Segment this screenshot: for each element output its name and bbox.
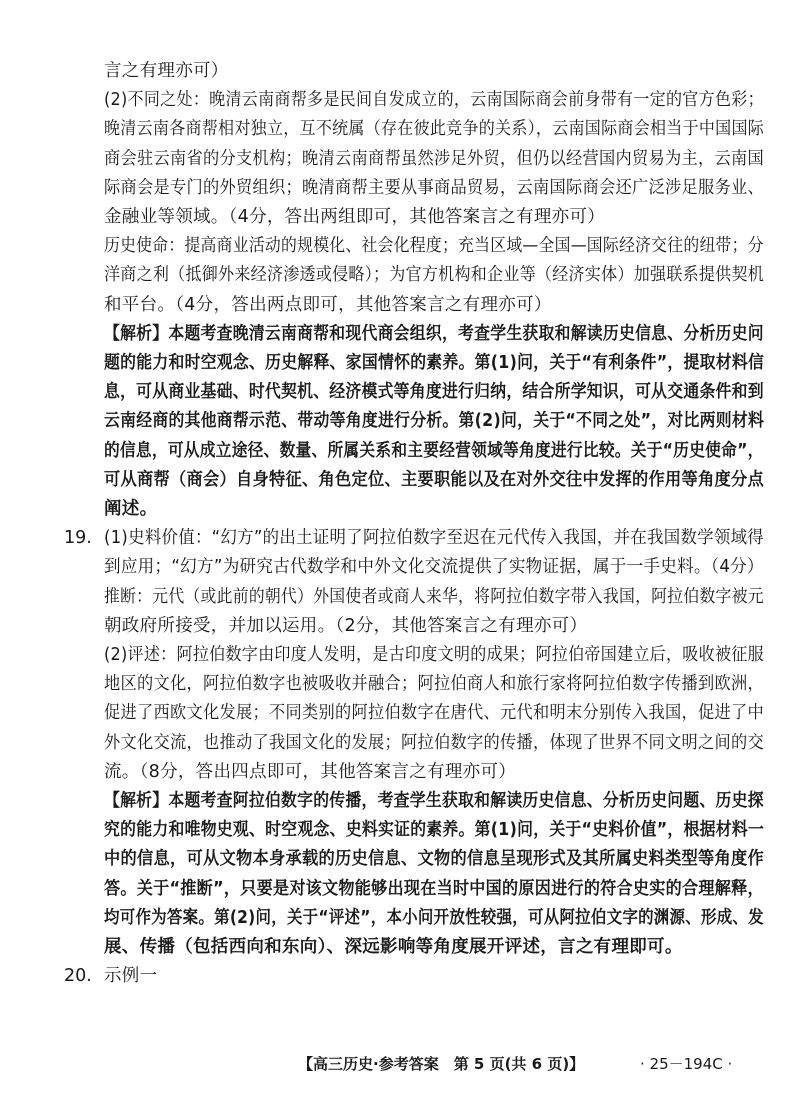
footer-code: · 25－194C · bbox=[640, 1055, 733, 1073]
text-line: (1)史料价值：“幻方”的出土证明了阿拉伯数字至迟在元代传入我国，并在我国数学领域得 bbox=[104, 528, 765, 549]
text-line: (2)不同之处：晚清云南商帮多是民间自发成立的，云南国际商会前身带有一定的官方色彩； bbox=[104, 90, 764, 111]
text-line: (2)评述：阿拉伯数字由印度人发明，是古印度文明的成果；阿拉伯帝国建立后，吸收被征服 bbox=[104, 645, 764, 665]
text-line: 金融业等领域。（4分，答出两组即可，其他答案言之有理亦可） bbox=[104, 207, 606, 227]
text-line: 历史使命：提高商业活动的规模化、社会化程度；充当区域—全国—国际经济交往的纽带；分 bbox=[104, 236, 764, 257]
analysis-line: 的信息，可从成立途径、数量、所属关系和主要经营领域等角度进行比较。关于“历史使命”， bbox=[104, 440, 764, 461]
text-line: 朝政府所接受，并加以运用。（2分，其他答案言之有理亦可） bbox=[104, 615, 588, 636]
analysis-line: 息，可从商业基础、时代契机、经济模式等角度进行归纳，结合所学知识，可从交通条件和到 bbox=[104, 382, 764, 403]
text-line: 外文化交流，也推动了我国文化的发展；阿拉伯数字的传播，体现了世界不同文明之间的交 bbox=[104, 732, 764, 753]
text-line: 推断：元代（或此前的朝代）外国使者或商人来华，将阿拉伯数字带入我国，阿拉伯数字被元 bbox=[104, 586, 764, 607]
analysis-line: 究的能力和唯物史观、时空观念、史料实证的素养。第(1)问，关于“史料价值”，根据材料一 bbox=[104, 820, 765, 841]
text-line: 示例一 bbox=[104, 966, 158, 987]
analysis-line: 中的信息，可从文物本身承载的历史信息、文物的信息呈现形式及其所属史料类型等角度作 bbox=[104, 849, 764, 870]
analysis-line: 可从商帮（商会）自身特征、角色定位、主要职能以及在对外交往中发挥的作用等角度分点 bbox=[104, 469, 764, 490]
analysis-line: 答。关于“推断”，只要是对该文物能够出现在当时中国的原因进行的符合史实的合理解释， bbox=[104, 878, 764, 899]
text-line: 和平台。（4分，答出两点即可，其他答案言之有理亦可） bbox=[104, 294, 552, 315]
question-number-20: 20. bbox=[64, 966, 92, 987]
analysis-line: 【解析】本题考查晚清云南商帮和现代商会组织，考查学生获取和解读历史信息、分析历史问 bbox=[104, 323, 764, 344]
analysis-line: 题的能力和时空观念、历史解释、家国情怀的素养。第(1)问，关于“有利条件”，提取材料信 bbox=[104, 353, 765, 373]
analysis-line: 云南经商的其他商帮示范、带动等角度进行分析。第(2)问，关于“不同之处”，对比两则材料 bbox=[104, 411, 765, 432]
text-line: 商会驻云南省的分支机构；晚清云南商帮虽然涉足外贸，但仍以经营国内贸易为主，云南国 bbox=[104, 148, 764, 169]
page-footer bbox=[0, 1052, 800, 1076]
text-line: 言之有理亦可） bbox=[104, 61, 229, 81]
text-line: 洋商之利（抵御外来经济渗透或侵略）；为官方机构和企业等（经济实体）加强联系提供契机 bbox=[104, 265, 765, 286]
analysis-line: 展、传播（包括西向和东向）、深远影响等角度展开评述，言之有理即可。 bbox=[104, 937, 683, 957]
analysis-line: 均可作为答案。第(2)问，关于“评述”，本小问开放性较强，可从阿拉伯文字的渊源、形成、发 bbox=[104, 907, 764, 928]
analysis-line: 【解析】本题考查阿拉伯数字的传播，考查学生获取和解读历史信息、分析历史问题、历史探 bbox=[104, 791, 764, 811]
text-line: 促进了西欧文化发展；不同类别的阿拉伯数字在唐代、元代和明末分别传入我国，促进了中 bbox=[104, 703, 764, 724]
text-line: 晚清云南各商帮相对独立，互不统属（存在彼此竞争的关系），云南国际商会相当于中国国际 bbox=[104, 119, 765, 140]
analysis-line: 阐述。 bbox=[104, 499, 158, 519]
text-line: 地区的文化，阿拉伯数字也被吸收并融合；阿拉伯商人和旅行家将阿拉伯数字传播到欧洲， bbox=[104, 674, 764, 695]
text-line: 到应用；“幻方”为研究古代数学和中外文化交流提供了实物证据，属于一手史料。（4分） bbox=[104, 557, 764, 578]
text-line: 际商会是专门的外贸组织；晚清商帮主要从事商品贸易，云南国际商会还广泛涉足服务业、 bbox=[104, 177, 764, 198]
text-line: 流。（8分，答出四点即可，其他答案言之有理亦可） bbox=[104, 761, 517, 782]
footer-title: 【高三历史·参考答案 第 5 页(共 6 页)】 bbox=[298, 1055, 585, 1073]
question-number-19: 19. bbox=[64, 528, 92, 549]
